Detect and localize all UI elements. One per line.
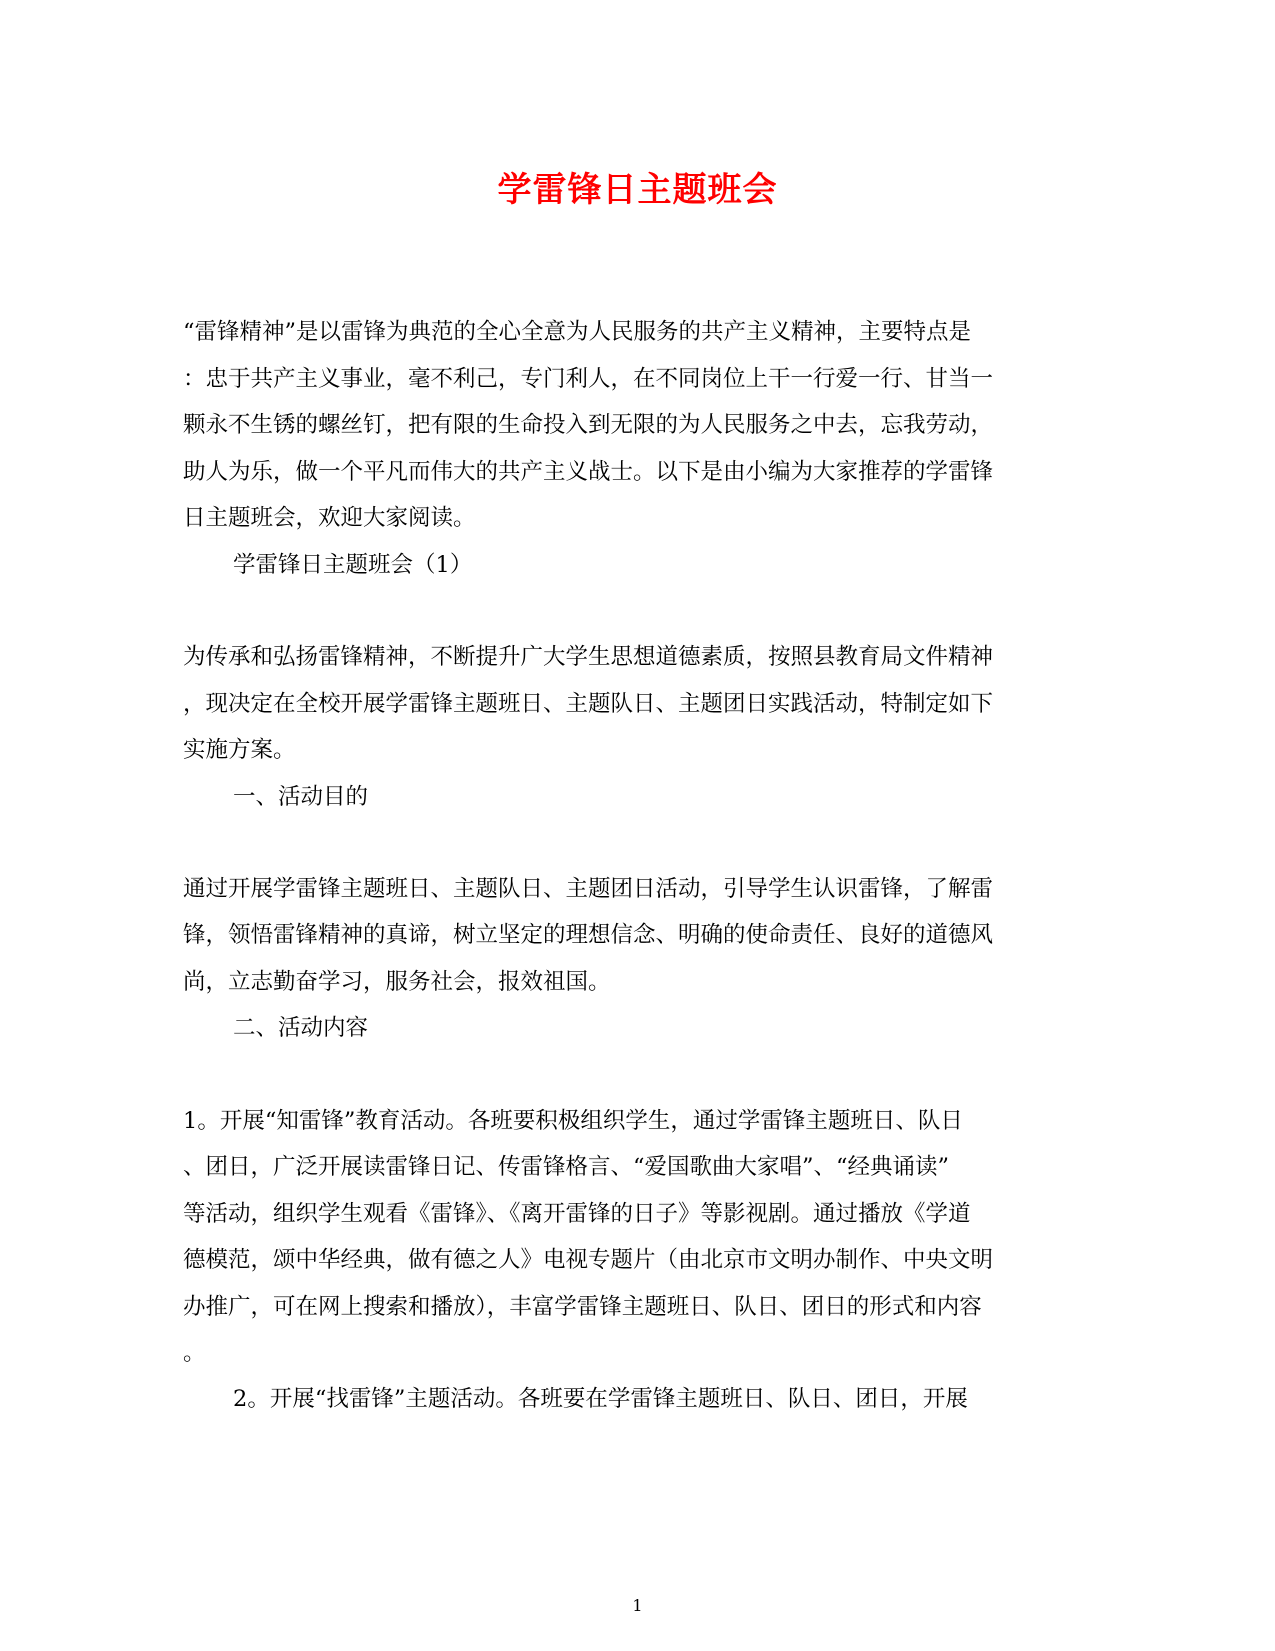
body-line: 、团日，广泛开展读雷锋日记、传雷锋格言、“爱国歌曲大家唱”、“经典诵读” xyxy=(183,1154,950,1180)
body-line: 1。开展“知雷锋”教育活动。各班要积极组织学生，通过学雷锋主题班日、队日 xyxy=(183,1108,963,1134)
body-line: 日主题班会，欢迎大家阅读。 xyxy=(183,505,476,531)
section-heading: 一、活动目的 xyxy=(233,784,369,810)
body-line: 等活动，组织学生观看《雷锋》、《离开雷锋的日子》等影视剧。通过播放《学道 xyxy=(183,1201,971,1227)
document-title: 学雷锋日主题班会 xyxy=(497,170,778,210)
body-line: 实施方案。 xyxy=(183,737,296,763)
section-heading: 二、活动内容 xyxy=(233,1015,369,1041)
body-line: ：忠于共产主义事业，毫不利己，专门利人，在不同岗位上干一行爱一行、甘当一 xyxy=(183,366,994,392)
body-line: 锋，领悟雷锋精神的真谛，树立坚定的理想信念、明确的使命责任、良好的道德风 xyxy=(183,922,994,948)
body-line: 通过开展学雷锋主题班日、主题队日、主题团日活动，引导学生认识雷锋，了解雷 xyxy=(183,876,994,902)
body-line: 颗永不生锈的螺丝钉，把有限的生命投入到无限的为人民服务之中去，忘我劳动， xyxy=(183,412,994,438)
page-number: 1 xyxy=(632,1596,643,1615)
body-line: 2。开展“找雷锋”主题活动。各班要在学雷锋主题班日、队日、团日，开展 xyxy=(233,1386,968,1412)
body-line: ，现决定在全校开展学雷锋主题班日、主题队日、主题团日实践活动，特制定如下 xyxy=(183,691,994,717)
body-line: 。 xyxy=(183,1340,206,1366)
body-line: 尚，立志勤奋学习，服务社会，报效祖国。 xyxy=(183,969,611,995)
body-line: 德模范，颂中华经典，做有德之人》电视专题片（由北京市文明办制作、中央文明 xyxy=(183,1247,994,1273)
body-line: “雷锋精神”是以雷锋为典范的全心全意为人民服务的共产主义精神，主要特点是 xyxy=(183,319,972,345)
body-line: 为传承和弘扬雷锋精神，不断提升广大学生思想道德素质，按照县教育局文件精神 xyxy=(183,644,994,670)
section-heading: 学雷锋日主题班会（1） xyxy=(233,552,473,578)
body-line: 助人为乐，做一个平凡而伟大的共产主义战士。以下是由小编为大家推荐的学雷锋 xyxy=(183,459,994,485)
body-line: 办推广，可在网上搜索和播放），丰富学雷锋主题班日、队日、团日的形式和内容 xyxy=(183,1294,982,1320)
